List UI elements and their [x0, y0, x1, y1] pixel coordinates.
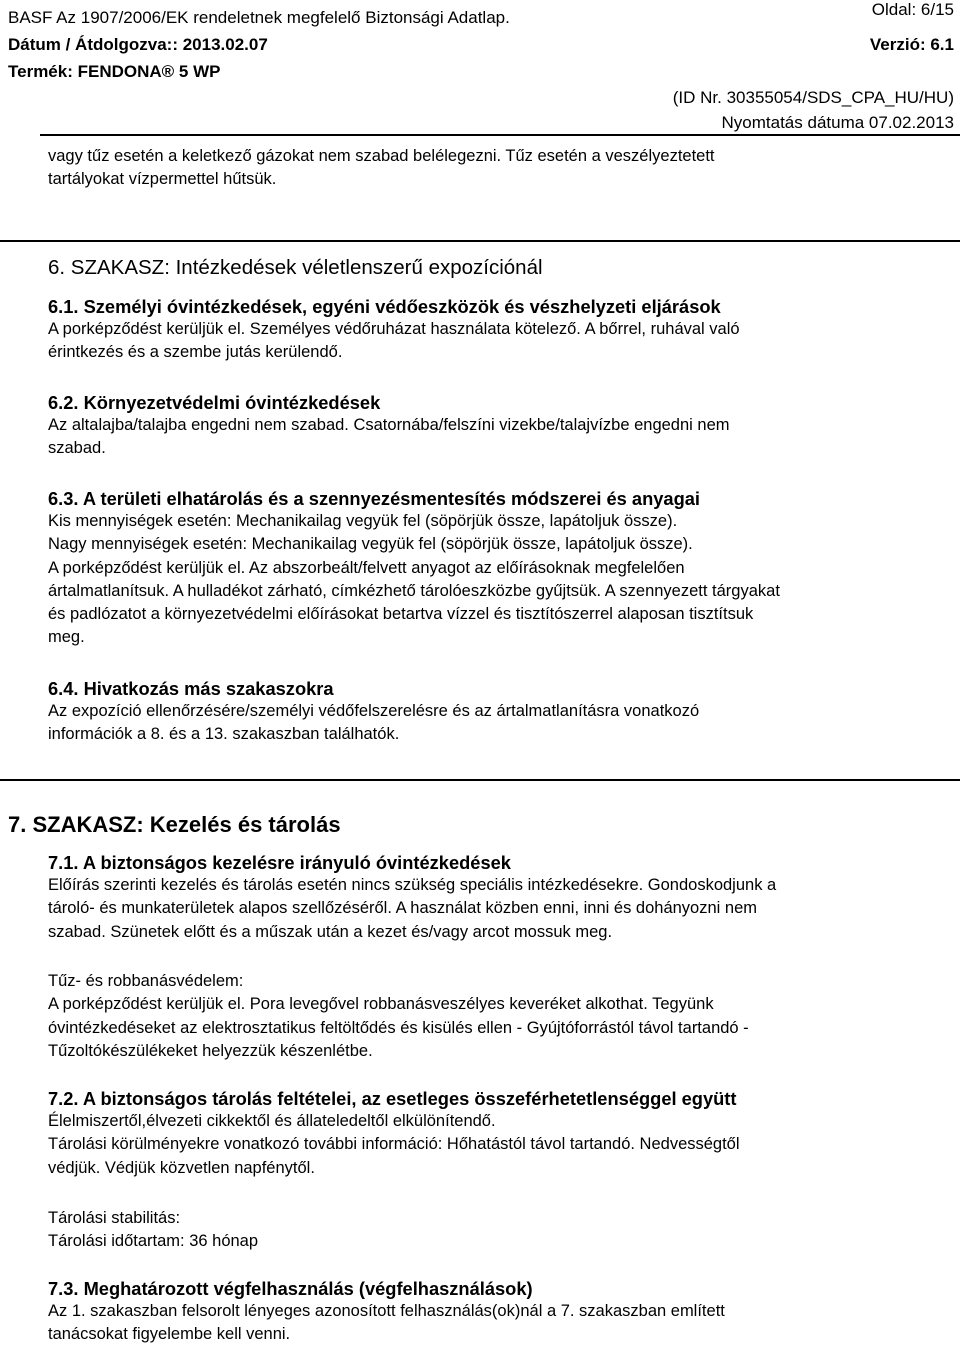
document-title: BASF Az 1907/2006/EK rendeletnek megfelelő Biztonsági Adatlap. [8, 8, 510, 27]
subsection-7-1 [48, 851, 953, 944]
text-line: tartályokat vízpermettel hűtsük. [48, 170, 277, 189]
subsection-title: 6.1. Személyi óvintézkedések, egyéni védőeszközök és vészhelyzeti eljárások [48, 296, 721, 317]
section-6-title: 6. SZAKASZ: Intézkedések véletlenszerű expozíciónál [48, 256, 543, 279]
text-line: védjük. Védjük közvetlen napfénytől. [48, 1158, 315, 1177]
subsection-7-2 [48, 1087, 953, 1180]
section-divider [0, 779, 960, 781]
subsection-title: 7.1. A biztonságos kezelésre irányuló óvintézkedések [48, 852, 511, 873]
text-line: Nagy mennyiségek esetén: Mechanikailag vegyük fel (söpörjük össze, lapátoljuk össze). [48, 535, 693, 554]
subsection-6-1 [48, 295, 953, 365]
text-line: A porképződést kerüljük el. Az abszorbeált/felvett anyagot az előírásoknak megfelelően [48, 558, 685, 577]
storage-info-block [48, 1207, 953, 1254]
text-line: Az 1. szakaszban felsorolt lényeges azonosított felhasználás(ok)nál a 7. szakaszban említett [48, 1302, 725, 1320]
intro-paragraph [48, 145, 953, 192]
storage-duration: Tárolási időtartam: 36 hónap [48, 1232, 259, 1251]
section-divider [0, 240, 960, 242]
text-line: meg. [48, 628, 85, 647]
storage-stability-label: Tárolási stabilitás: [48, 1209, 181, 1227]
section-7-title: 7. SZAKASZ: Kezelés és tárolás [8, 812, 341, 837]
text-line: vagy tűz esetén a keletkező gázokat nem szabad belélegezni. Tűz esetén a veszélyeztetett [48, 147, 715, 165]
product-name: Termék: FENDONA® 5 WP [8, 62, 221, 81]
text-line: Tűzoltókészülékeket helyezzük készenlétbe. [48, 1041, 373, 1060]
text-line: óvintézkedéseket az elektrosztatikus feltöltődés és kisülés ellen - Gyújtóforrástól távol tartandó - [48, 1018, 749, 1037]
text-line: Kis mennyiségek esetén: Mechanikailag vegyük fel (söpörjük össze, lapátoljuk össze). [48, 512, 678, 530]
text-line: tanácsokat figyelembe kell venni. [48, 1325, 291, 1344]
subsection-6-4 [48, 677, 953, 747]
text-line: A porképződést kerüljük el. Pora levegővel robbanásveszélyes keveréket alkothat. Tegyünk [48, 995, 714, 1014]
subsection-6-2 [48, 391, 953, 461]
text-line: A porképződést kerüljük el. Személyes védőruházat használata kötelező. A bőrrel, ruhával való [48, 320, 740, 338]
subsection-6-3 [48, 487, 953, 650]
text-line: szabad. Szünetek előtt és a műszak után a kezet és/vagy arcot mossuk meg. [48, 922, 613, 941]
version-label: Verzió: 6.1 [869, 35, 954, 54]
text-line: Az altalajba/talajba engedni nem szabad. Csatornába/felszíni vizekbe/talajvízbe engedni nem [48, 416, 730, 434]
fire-protection-label: Tűz- és robbanásvédelem: [48, 972, 244, 990]
print-date: Nyomtatás dátuma 07.02.2013 [721, 113, 954, 132]
text-line: érintkezés és a szembe jutás kerülendő. [48, 343, 343, 362]
text-line: szabad. [48, 439, 106, 458]
subsection-title: 6.2. Környezetvédelmi óvintézkedések [48, 392, 381, 413]
text-line: tároló- és munkaterületek alapos szellőzéséről. A használat közben enni, inni és dohányozni nem [48, 899, 758, 918]
subsection-7-3 [48, 1277, 953, 1347]
fire-protection-block [48, 970, 953, 1063]
page-number: Oldal: 6/15 [871, 0, 954, 19]
text-line: ártalmatlanítsuk. A hulladékot zárható, címkézhető tárolóeszközbe gyűjtsük. A szennyezett tárgyakat [48, 581, 780, 600]
subsection-title: 6.4. Hivatkozás más szakaszokra [48, 678, 334, 699]
text-line: és padlózatot a környezetvédelmi előírásokat betartva vízzel és tisztítószerrel alaposan tisztítsuk [48, 605, 754, 624]
text-line: információk a 8. és a 13. szakaszban találhatók. [48, 725, 400, 744]
subsection-title: 7.2. A biztonságos tárolás feltételei, az esetleges összeférhetetlenséggel együtt [48, 1088, 737, 1109]
text-line: Tárolási körülményekre vonatkozó további információ: Hőhatástól távol tartandó. Nedvességtől [48, 1135, 740, 1154]
text-line: Élelmiszertől,élvezeti cikkektől és állateledeltől elkülönítendő. [48, 1112, 496, 1130]
revision-date: Dátum / Átdolgozva:: 2013.02.07 [8, 35, 268, 54]
text-line: Előírás szerinti kezelés és tárolás esetén nincs szükség speciális intézkedésekre. Gondoskodjunk a [48, 876, 777, 894]
text-line: Az expozíció ellenőrzésére/személyi védőfelszerelésre és az ártalmatlanításra vonatkozó [48, 702, 700, 720]
subsection-title: 6.3. A területi elhatárolás és a szennyezésmentesítés módszerei és anyagai [48, 488, 701, 509]
header-divider [40, 134, 960, 136]
subsection-title: 7.3. Meghatározott végfelhasználás (végfelhasználások) [48, 1278, 533, 1299]
document-id: (ID Nr. 30355054/SDS_CPA_HU/HU) [672, 88, 954, 107]
